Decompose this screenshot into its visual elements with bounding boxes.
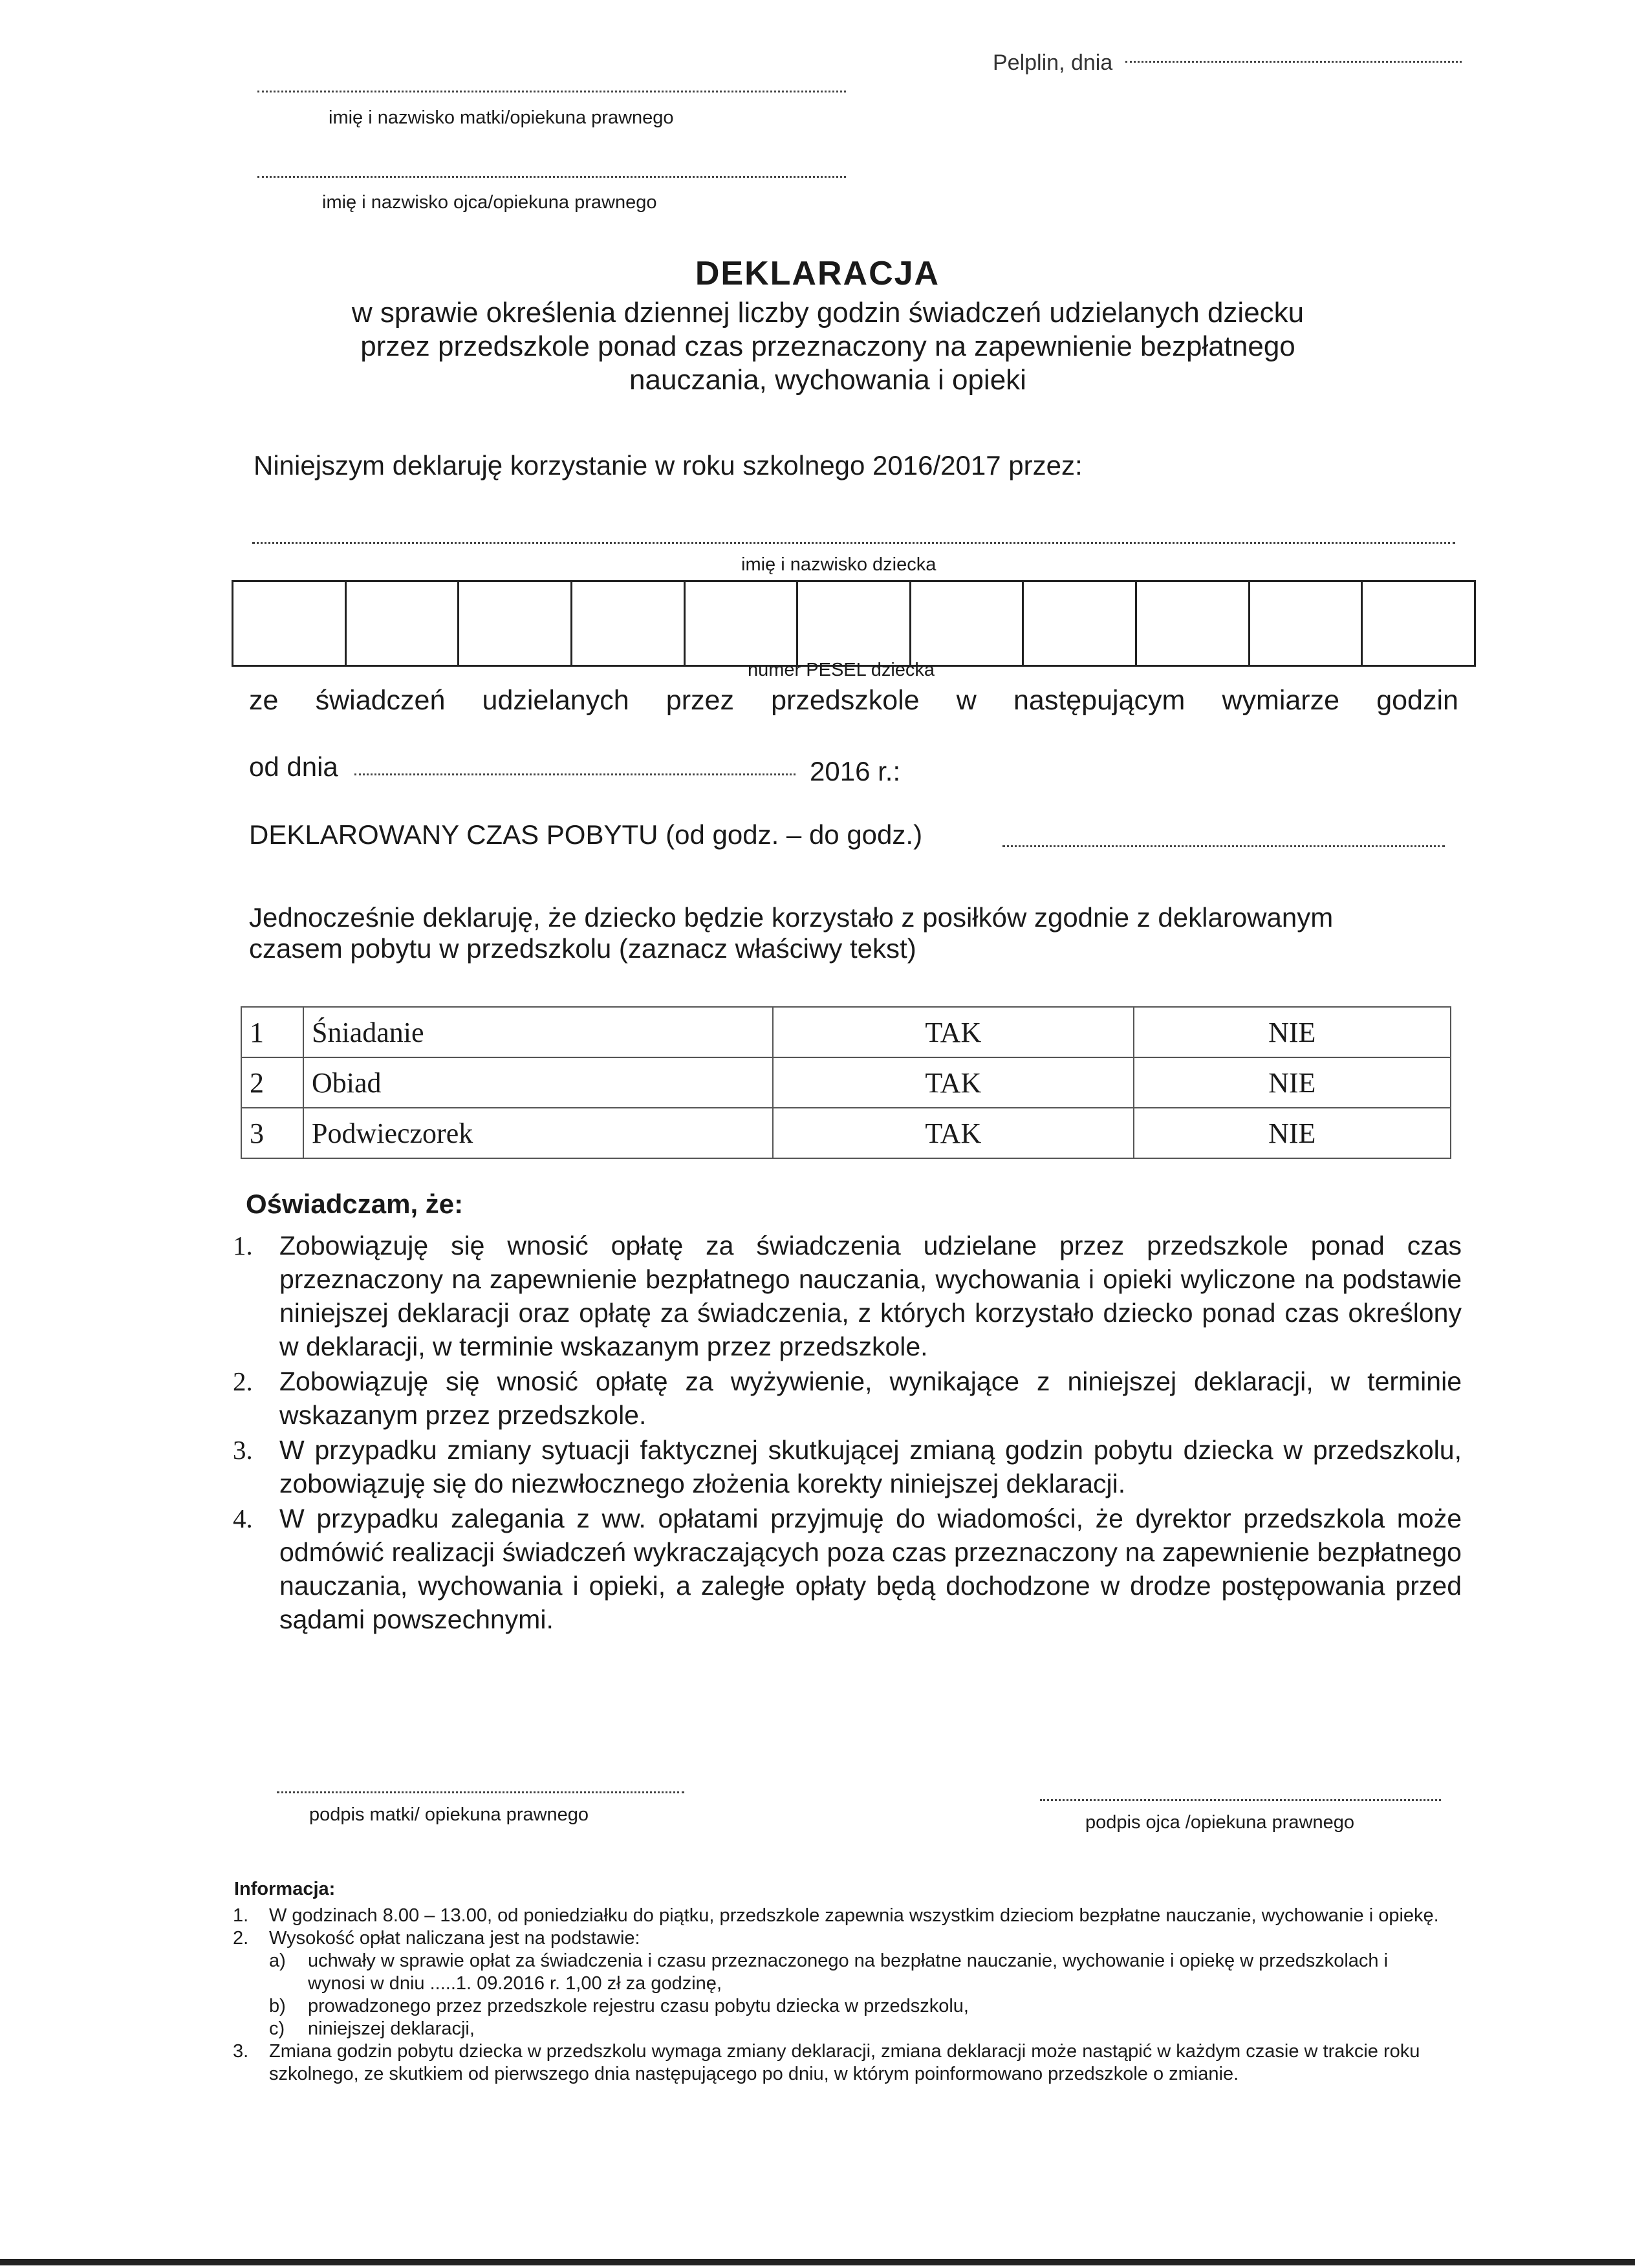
item-number: 3. [233,2041,249,2062]
item-number: 3. [233,1435,253,1465]
meals-intro [249,902,1333,964]
document-title: DEKLARACJA [695,255,940,292]
item-number: 1. [233,1905,249,1926]
list-item [233,1229,1462,1363]
meals-intro-line: Jednocześnie deklaruję, że dziecko będzie korzystało z posiłków zgodnie z deklarowanym [249,902,1334,933]
pesel-digit-box[interactable] [1363,582,1474,665]
item-text: W przypadku zmiany sytuacji faktycznej skutkującej zmianą godzin pobytu dziecka w przedszkolu, zobowiązuję się do niezwłocznego złożenia korekty niniejszej deklaracji. [279,1435,1462,1498]
item-letter: a) [269,1950,286,1971]
pesel-digit-box[interactable] [459,582,572,665]
meal-no-option[interactable]: NIE [1134,1057,1451,1108]
mother-signature-label: podpis matki/ opiekuna prawnego [309,1804,589,1825]
meal-number: 3 [241,1108,303,1158]
item-text: prowadzonego przez przedszkole rejestru czasu pobytu dziecka w przedszkolu, [308,1996,969,2016]
item-text: W przypadku zalegania z ww. opłatami przyjmuję do wiadomości, że dyrektor przedszkola może odmówić realizacji świadczeń wykraczających poza czas przeznaczony na zapewnienie bezpłatnego nauczania, wychowania i opieki, a zaległe opłaty będą dochodzone w drodze postępowania przed sądami powszechnymi. [279,1504,1462,1634]
date-field[interactable] [1125,61,1462,63]
list-item [233,1502,1462,1636]
mother-name-field[interactable] [257,91,846,92]
document-subtitle [194,296,1462,397]
word: przez [666,685,734,716]
child-name-field[interactable] [252,542,1455,544]
father-signature-field[interactable] [1040,1799,1441,1801]
subtitle-line: nauczania, wychowania i opieki [629,364,1026,396]
list-item [233,2040,1449,2086]
item-text: uchwały w sprawie opłat za świadczenia i czasu przeznaczonego na bezpłatne nauczanie, wychowanie i opiekę w przedszkolach i wynosi w dniu .....1. 09.2016 r. 1,00 zł za godzinę, [308,1950,1389,1994]
info-heading: Informacja: [234,1879,336,1899]
declared-time-label: DEKLAROWANY CZAS POBYTU (od godz. – do godz.) [249,819,923,850]
item-text: Wysokość opłat naliczana jest na podstawie: [269,1928,640,1949]
meals-table [241,1006,1451,1159]
table-row [241,1057,1451,1108]
father-name-field[interactable] [257,176,846,178]
pesel-digit-box[interactable] [1250,582,1363,665]
place-date-label: Pelplin, dnia [993,50,1113,75]
from-date-suffix: 2016 r.: [810,756,901,786]
from-date-field[interactable] [354,773,796,775]
item-text: Zobowiązuję się wnosić opłatę za świadczenia udzielane przez przedszkole ponad czas przeznaczony na zapewnienie bezpłatnego nauczania, wychowania i opieki wyliczone na podstawie niniejszej deklaracji oraz opłatę za świadczenia, z których korzystało dziecko ponad czas określony w deklaracji, w terminie wskazanym przez przedszkole. [279,1231,1462,1361]
meal-yes-option[interactable]: TAK [773,1007,1134,1057]
item-text: W godzinach 8.00 – 13.00, od poniedziałku do piątku, przedszkole zapewnia wszystkim dzieciom bezpłatne nauczanie, wychowanie i opiekę. [269,1905,1439,1926]
item-number: 1. [233,1231,253,1260]
pesel-digit-box[interactable] [1024,582,1137,665]
word: ze [249,685,279,716]
pesel-digit-box[interactable] [686,582,799,665]
pesel-grid[interactable] [232,580,1476,667]
statement-heading: Oświadczam, że: [246,1189,464,1219]
subtitle-line: przez przedszkole ponad czas przeznaczony na zapewnienie bezpłatnego [360,330,1295,362]
meal-name: Śniadanie [303,1007,773,1057]
pesel-digit-box[interactable] [572,582,686,665]
from-date-prefix: od dnia [249,751,338,782]
word: w [956,685,977,716]
meal-yes-option[interactable]: TAK [773,1057,1134,1108]
services-line [249,684,1458,717]
item-letter: b) [269,1996,286,2016]
list-item [233,1365,1462,1432]
meal-no-option[interactable]: NIE [1134,1108,1451,1158]
item-text: niniejszej deklaracji, [308,2018,475,2039]
list-item [233,1433,1462,1500]
meal-no-option[interactable]: NIE [1134,1007,1451,1057]
meal-number: 2 [241,1057,303,1108]
pesel-label: numer PESEL dziecka [748,660,935,680]
intro-text: Niniejszym deklaruję korzystanie w roku szkolnego 2016/2017 przez: [254,450,1083,481]
pesel-digit-box[interactable] [911,582,1024,665]
father-name-label: imię i nazwisko ojca/opiekuna prawnego [322,192,657,213]
word: wymiarze [1222,685,1340,716]
list-item [233,1995,1449,2018]
mother-name-label: imię i nazwisko matki/opiekuna prawnego [329,107,674,128]
list-item [233,2018,1449,2040]
info-section [233,1905,1449,2086]
item-text: Zobowiązuję się wnosić opłatę za wyżywienie, wynikające z niniejszej deklaracji, w terminie wskazanym przez przedszkole. [279,1366,1462,1430]
item-number: 4. [233,1504,253,1533]
word: świadczeń [315,685,446,716]
subtitle-line: w sprawie określenia dziennej liczby godzin świadczeń udzielanych dziecku [351,297,1305,329]
word: udzielanych [482,685,629,716]
meals-intro-line: czasem pobytu w przedszkolu (zaznacz właściwy tekst) [249,933,916,964]
pesel-digit-box[interactable] [1137,582,1250,665]
list-item [233,1905,1449,1927]
place-date [993,50,1112,76]
table-row [241,1108,1451,1158]
mother-signature-field[interactable] [277,1791,684,1793]
list-item [233,1927,1449,1950]
item-letter: c) [269,2018,285,2039]
meal-name: Obiad [303,1057,773,1108]
pesel-digit-box[interactable] [347,582,460,665]
word: godzin [1376,685,1458,716]
meal-yes-option[interactable]: TAK [773,1108,1134,1158]
declared-time-field[interactable] [1002,845,1445,847]
statements-list [233,1229,1462,1637]
father-signature-label: podpis ojca /opiekuna prawnego [1085,1812,1354,1833]
table-row [241,1007,1451,1057]
scan-edge [0,2259,1635,2265]
word: przedszkole [771,685,920,716]
meal-number: 1 [241,1007,303,1057]
pesel-digit-box[interactable] [798,582,911,665]
pesel-digit-box[interactable] [233,582,347,665]
child-name-label: imię i nazwisko dziecka [741,554,937,575]
item-number: 2. [233,1366,253,1396]
meal-name: Podwieczorek [303,1108,773,1158]
word: następującym [1013,685,1186,716]
item-number: 2. [233,1928,249,1949]
item-text: Zmiana godzin pobytu dziecka w przedszkolu wymaga zmiany deklaracji, zmiana deklaracji może nastąpić w każdym czasie w trakcie roku szkolnego, ze skutkiem od pierwszego dnia następującego po dniu, w którym poinformowano przedszkole o zmianie. [269,2041,1420,2084]
list-item [233,1950,1449,1995]
